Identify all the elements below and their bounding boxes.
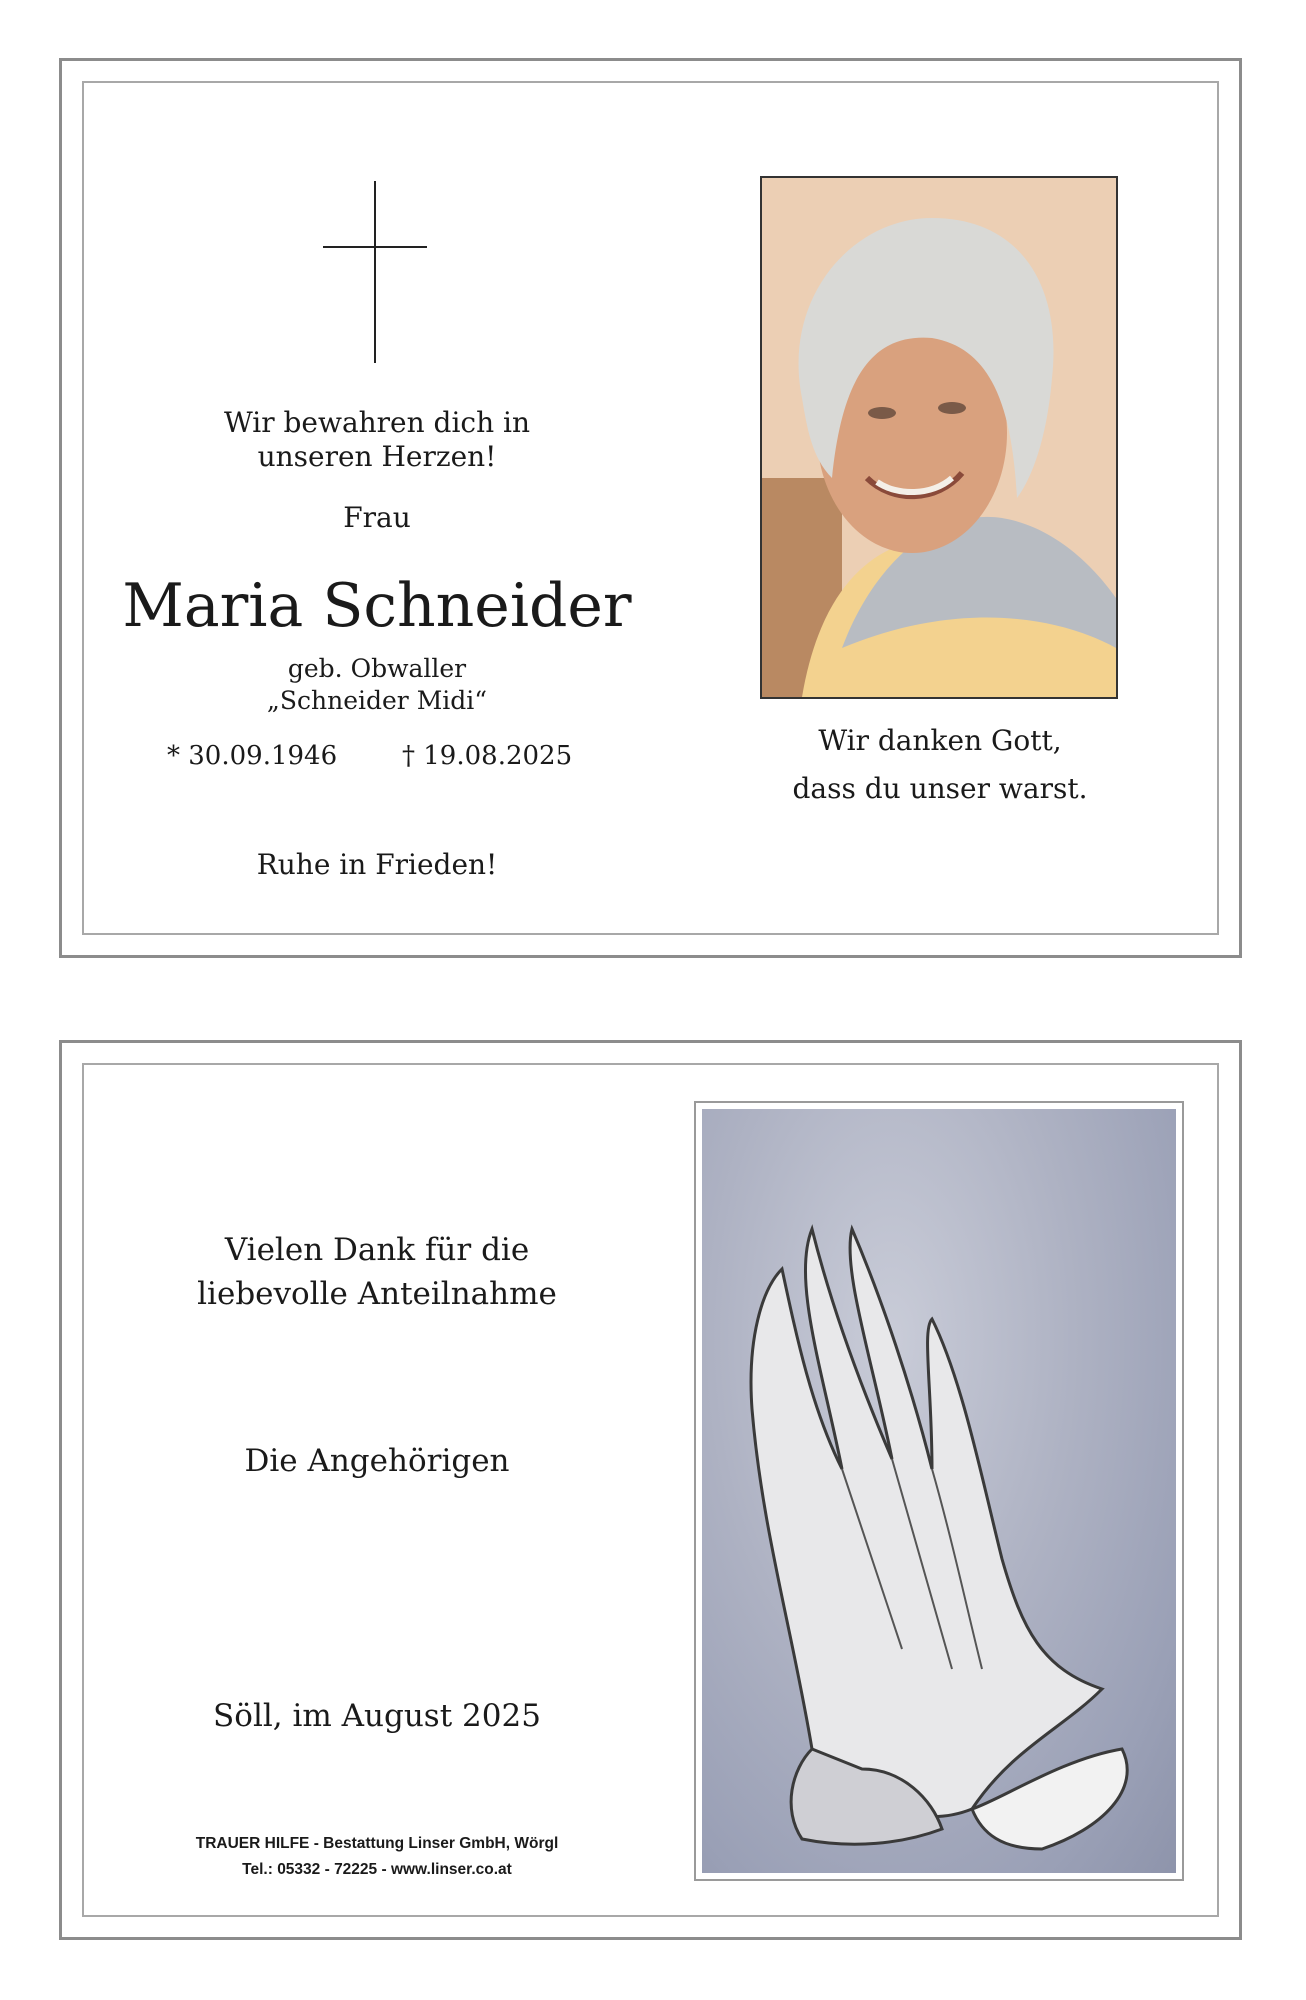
thanks-sympathy-line-1: Vielen Dank für die — [224, 1232, 530, 1268]
birth-date: * 30.09.1946 — [167, 741, 338, 771]
nickname: „Schneider Midi“ — [266, 686, 488, 715]
motto-line-1: Wir bewahren dich in — [223, 406, 531, 439]
deceased-name: Maria Schneider — [122, 571, 632, 641]
thanks-sympathy-line-2: liebevolle Anteilnahme — [197, 1276, 557, 1312]
farewell-text: Ruhe in Frieden! — [256, 848, 498, 881]
front-card — [59, 58, 1242, 958]
motto-text — [162, 406, 592, 474]
funeral-home-contact: Tel.: 05332 - 72225 - www.linser.co.at — [242, 1861, 512, 1878]
praying-hands-picture — [694, 1101, 1184, 1881]
salutation: Frau — [343, 501, 411, 534]
praying-hands-icon — [702, 1109, 1176, 1873]
cross-icon — [323, 181, 427, 363]
motto-line-2: unseren Herzen! — [257, 440, 497, 473]
death-date: † 19.08.2025 — [402, 741, 573, 771]
thanks-god-text — [762, 717, 1118, 813]
name-details — [162, 653, 592, 717]
back-card — [59, 1040, 1242, 1940]
thanks-god-line-2: dass du unser warst. — [792, 772, 1088, 805]
portrait-image — [762, 178, 1116, 697]
place-date: Söll, im August 2025 — [213, 1698, 541, 1734]
portrait-photo — [760, 176, 1118, 699]
funeral-home-name: TRAUER HILFE - Bestattung Linser GmbH, Wörgl — [195, 1835, 559, 1852]
maiden-name: geb. Obwaller — [287, 654, 467, 683]
thanks-sympathy-text — [162, 1228, 592, 1316]
relatives-signature: Die Angehörigen — [244, 1443, 510, 1479]
thanks-god-line-1: Wir danken Gott, — [818, 724, 1062, 757]
